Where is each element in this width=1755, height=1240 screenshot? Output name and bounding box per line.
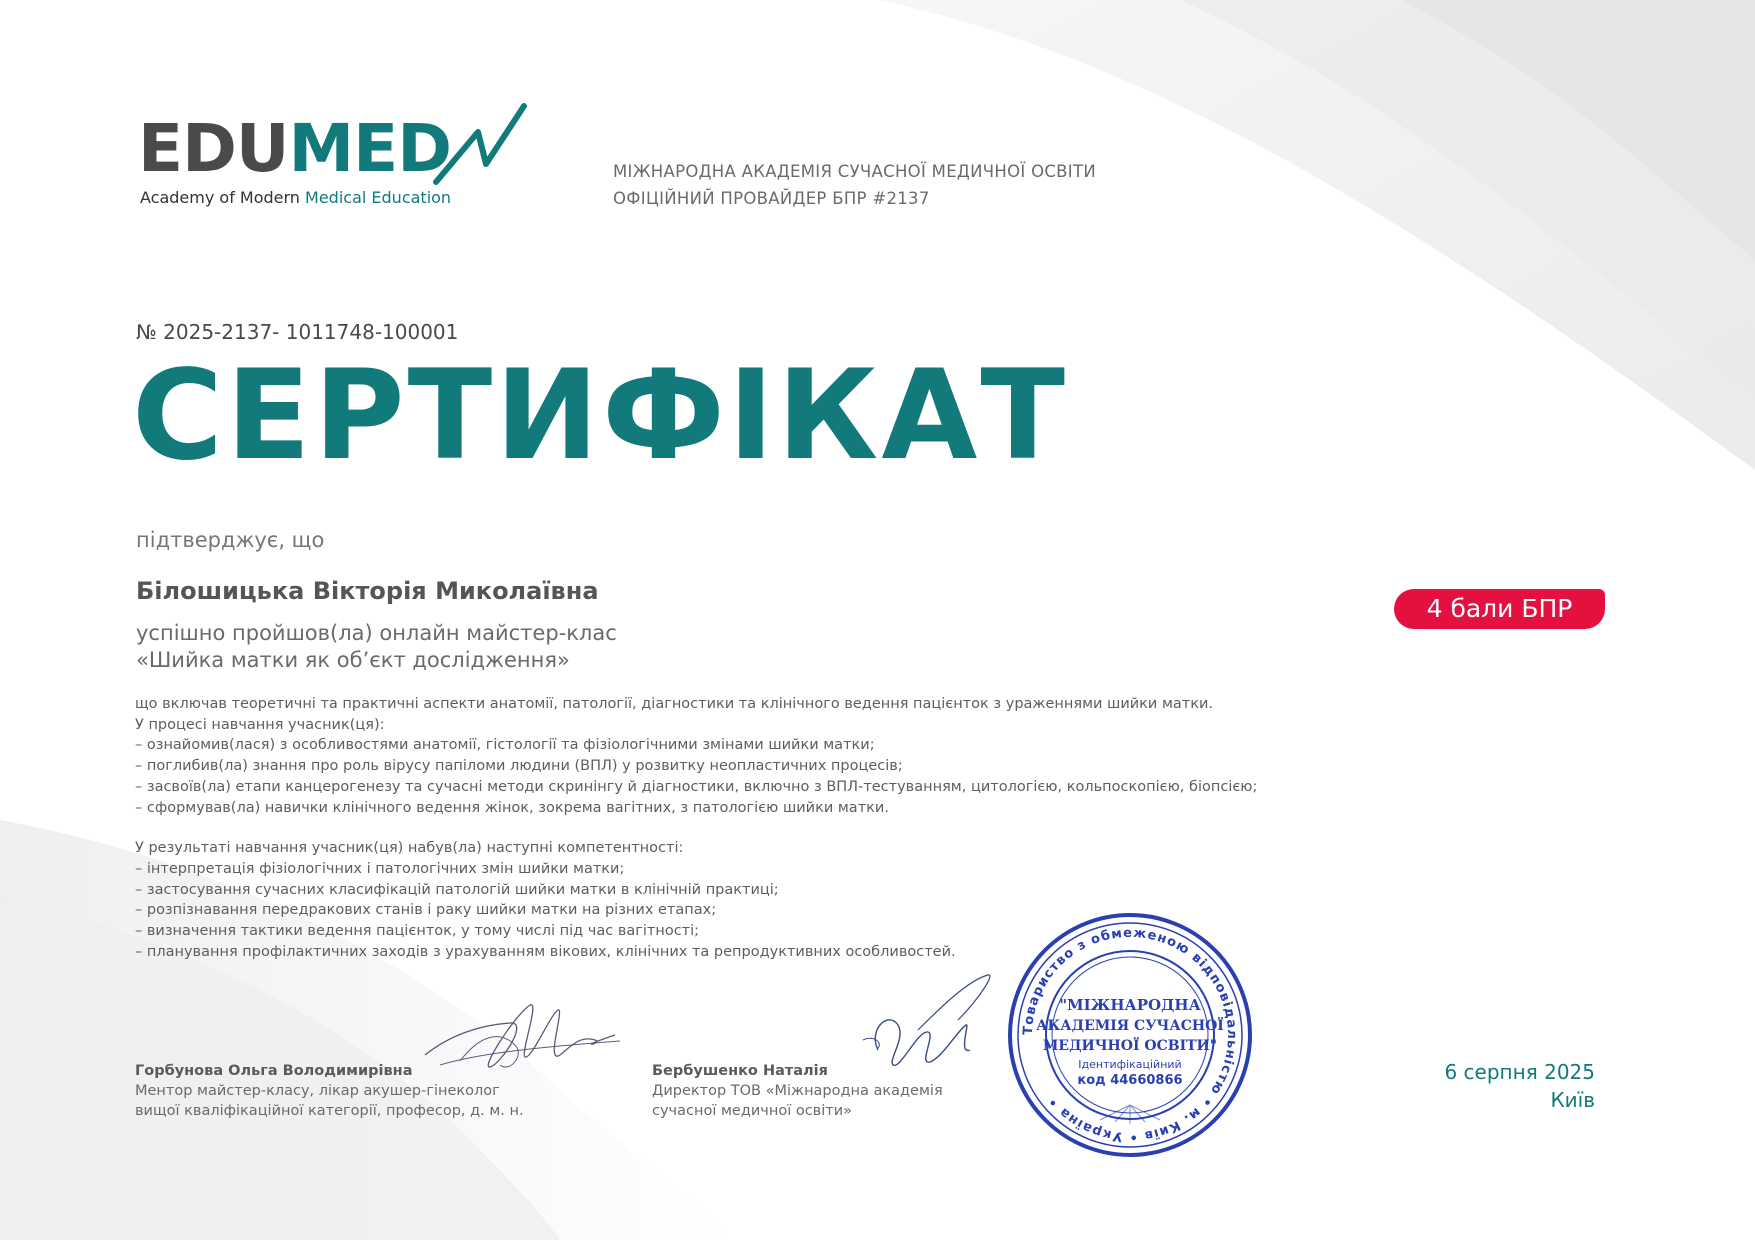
stamp-inner-line3: МЕДИЧНОЇ ОСВІТИ"	[1042, 1038, 1218, 1054]
description-line: – поглибив(ла) знання про роль вірусу папіломи людини (ВПЛ) у розвитку неопластичних процесів;	[135, 758, 903, 775]
date-place	[1444, 1058, 1595, 1114]
signatory-mentor	[135, 1061, 524, 1121]
mentor-role-line2: вищої кваліфікаційної категорії, професор, д. м. н.	[135, 1103, 524, 1119]
issue-date: 6 серпня 2025	[1444, 1060, 1595, 1084]
director-role-line2: сучасної медичної освіти»	[652, 1103, 852, 1119]
competence-line: – застосування сучасних класифікацій патологій шийки матки в клінічній практиці;	[135, 881, 779, 898]
director-name: Бербушенко Наталія	[652, 1063, 828, 1079]
mentor-role-line1: Ментор майстер-класу, лікар акушер-гінеколог	[135, 1083, 500, 1099]
certificate-number: № 2025-2137- 1011748-100001	[136, 320, 459, 344]
course-passed-line: успішно пройшов(ла) онлайн майстер-клас	[136, 621, 617, 645]
stamp-outer-text: Товариство з обмеженою відповідальністю • м. Київ • Україна •	[1020, 925, 1240, 1145]
course-info	[136, 620, 617, 674]
logo-tagline	[140, 188, 451, 207]
logo-word-med: MED	[288, 110, 452, 187]
competence-line: – інтерпретація фізіологічних і патологічних змін шийки матки;	[135, 860, 625, 877]
stamp-inner-line1: "МІЖНАРОДНА	[1059, 996, 1201, 1014]
competence-line: – планування профілактичних заходів з урахуванням вікових, клінічних та репродуктивних особливостей.	[135, 943, 956, 960]
logo-tagline-part1: Academy of Modern	[140, 188, 306, 207]
logo-accent-stroke-icon	[428, 102, 538, 192]
competence-line: – визначення тактики ведення пацієнток, у тому числі під час вагітності;	[135, 923, 700, 940]
director-role-line1: Директор ТОВ «Міжнародна академія	[652, 1083, 943, 1099]
issue-place: Київ	[1550, 1088, 1595, 1112]
academy-name: МІЖНАРОДНА АКАДЕМІЯ СУЧАСНОЇ МЕДИЧНОЇ ОСВІТИ	[613, 162, 1096, 181]
course-title: «Шийка матки як об’єкт дослідження»	[136, 648, 570, 672]
logo-word-edu: EDU	[138, 110, 289, 187]
signatory-director	[652, 1061, 943, 1121]
description-spacer	[135, 818, 1257, 838]
stamp-inner-line2: АКАДЕМІЯ СУЧАСНОЇ	[1036, 1018, 1224, 1034]
cpd-points-badge: 4 бали БПР	[1394, 589, 1605, 629]
logo-wordmark	[138, 110, 452, 187]
stamp-id-label: Ідентифікаційний	[1078, 1058, 1182, 1071]
description-line: У процесі навчання учасник(ця):	[135, 716, 385, 733]
competence-line: У результаті навчання учасник(ця) набув(ла) наступні компетентності:	[135, 840, 684, 857]
description-line: – засвоїв(ла) етапи канцерогенезу та сучасні методи скринінгу й діагностики, включно з ВПЛ-тестуванням, цитологією, кольпоскопією, біопсією;	[135, 778, 1258, 795]
official-stamp-icon	[1005, 910, 1255, 1160]
competence-line: – розпізнавання передракових станів і раку шийки матки на різних етапах;	[135, 902, 717, 919]
recipient-name: Білошицька Вікторія Миколаївна	[136, 577, 599, 605]
logo-tagline-part2: Medical Education	[305, 188, 452, 207]
confirms-text: підтверджує, що	[136, 528, 325, 552]
certificate-title: СЕРТИФІКАТ	[132, 344, 1068, 488]
description-line: – сформував(ла) навички клінічного ведення жінок, зокрема вагітних, з патологією шийки матки.	[135, 799, 889, 816]
mentor-name: Горбунова Ольга Володимирівна	[135, 1063, 413, 1079]
provider-number: ОФІЦІЙНИЙ ПРОВАЙДЕР БПР #2137	[613, 189, 930, 208]
edumed-logo	[138, 102, 498, 212]
description-line: – ознайомив(лася) з особливостями анатомії, гістології та фізіологічними змінами шийки матки;	[135, 737, 875, 754]
stamp-id-code: код 44660866	[1077, 1073, 1183, 1088]
description-line: що включав теоретичні та практичні аспекти анатомії, патології, діагностики та клінічного ведення пацієнток з ураженнями шийки матки.	[135, 696, 1214, 712]
academy-info	[613, 158, 1096, 212]
